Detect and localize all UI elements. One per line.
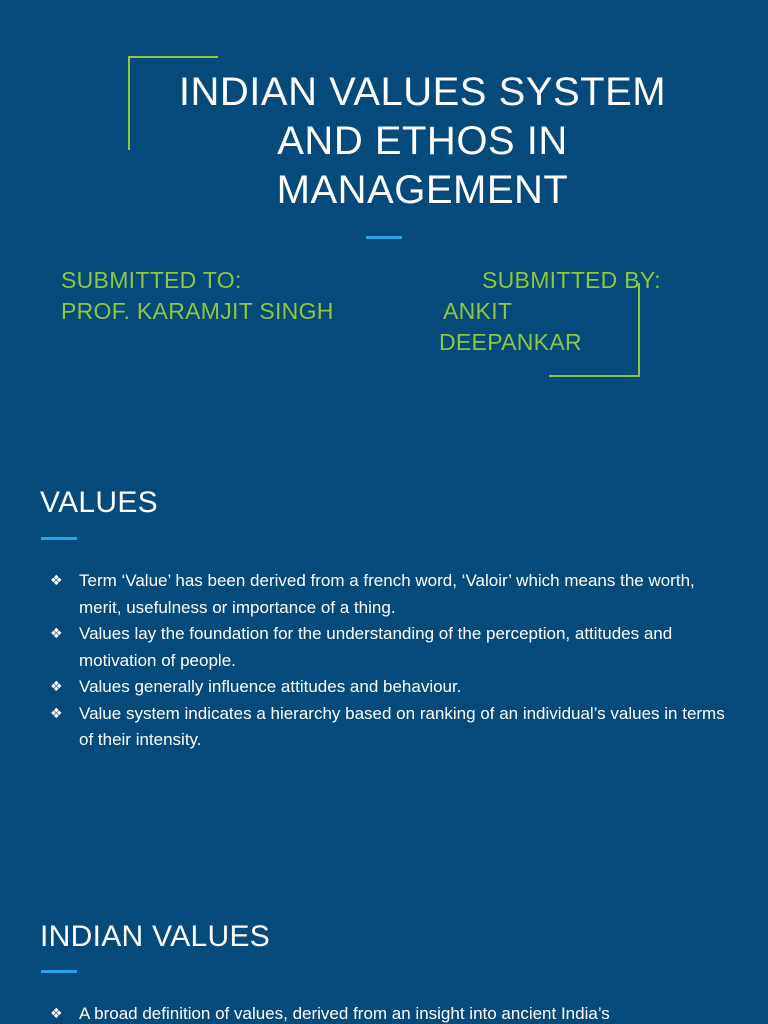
- main-title: INDIAN VALUES SYSTEM AND ETHOS IN MANAGEMENT: [178, 70, 667, 212]
- values-slide: [0, 432, 768, 864]
- diamond-bullet-icon: ❖: [50, 1006, 63, 1022]
- list-item: [50, 568, 730, 621]
- heading-accent-dash: [41, 537, 77, 540]
- values-bullet-list: [50, 568, 730, 754]
- list-item: [50, 701, 730, 754]
- title-accent-dash: [366, 236, 402, 239]
- submitted-by-name-2: DEEPANKAR: [439, 329, 582, 355]
- submitted-to-label: SUBMITTED TO:: [61, 267, 242, 293]
- bullet-text: Term ‘Value’ has been derived from a french word, ‘Valoir’ which means the worth, merit, usefulness or importance of a thing.: [79, 571, 695, 617]
- bullet-text: Value system indicates a hierarchy based on ranking of an individual’s values in terms of their intensity.: [79, 703, 725, 749]
- list-item: [50, 1001, 730, 1024]
- submitted-by-name-1: ANKIT: [443, 298, 513, 324]
- corner-bracket-bottom-right: [549, 283, 640, 377]
- diamond-bullet-icon: ❖: [50, 705, 63, 722]
- title-slide: [0, 0, 768, 432]
- heading-accent-dash: [41, 970, 77, 973]
- section-heading-indian-values: INDIAN VALUES: [40, 920, 271, 953]
- indian-values-bullet-list: [50, 1001, 730, 1024]
- bullet-text: A broad definition of values, derived from an insight into ancient India’s: [79, 1004, 610, 1023]
- submitted-to-name: PROF. KARAMJIT SINGH: [61, 298, 334, 324]
- bullet-text: Values generally influence attitudes and behaviour.: [79, 677, 462, 696]
- diamond-bullet-icon: ❖: [50, 679, 63, 695]
- list-item: [50, 621, 730, 674]
- submitted-by-label: SUBMITTED BY:: [482, 267, 661, 293]
- bullet-text: Values lay the foundation for the understanding of the perception, attitudes and motivation of people.: [79, 624, 673, 670]
- indian-values-slide: [0, 864, 768, 1024]
- list-item: [50, 674, 730, 701]
- section-heading-values: VALUES: [40, 486, 158, 519]
- diamond-bullet-icon: ❖: [50, 626, 63, 642]
- diamond-bullet-icon: ❖: [50, 573, 63, 589]
